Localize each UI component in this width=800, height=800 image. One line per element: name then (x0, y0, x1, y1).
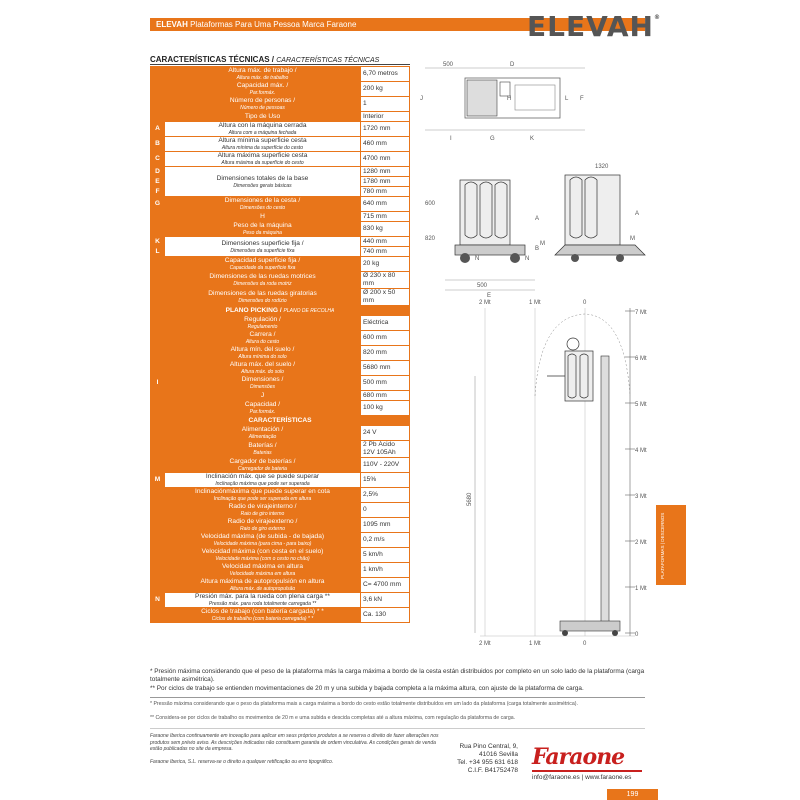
spec-row (151, 426, 410, 441)
spec-label (165, 563, 361, 578)
dim-e: E (487, 293, 492, 299)
spec-letter: K (151, 237, 165, 247)
spec-label-translation: Altura máx. de trabalho (236, 75, 289, 81)
spec-letter (151, 97, 165, 112)
spec-value: 500 mm (361, 376, 410, 391)
spec-letter (151, 518, 165, 533)
spec-label-translation: Alimentação (248, 434, 277, 440)
spec-row (151, 473, 410, 488)
spec-label-translation: Altura mínima da superfície do cesto (221, 145, 304, 151)
spec-value: 2,5% (361, 488, 410, 503)
spec-label-translation: Altura com a máquina fechada (228, 130, 297, 136)
scale-top-2mt: 2 Mt (479, 300, 491, 306)
spec-label-translation: Carregador de bateria (238, 466, 287, 472)
spec-value: 5 km/h (361, 548, 410, 563)
spec-row (151, 137, 410, 152)
spec-label-text: H (260, 212, 265, 220)
spec-label-text: Capacidad / (244, 401, 281, 408)
spec-label (165, 112, 361, 122)
faraone-logo: Faraone (532, 744, 625, 770)
spec-row (151, 167, 410, 177)
spec-label-text: Dimensiones de la cesta / (224, 197, 301, 204)
spec-letter (151, 401, 165, 416)
top-view-diagram (415, 60, 595, 150)
spec-label-text: Altura máx. del suelo / (229, 361, 296, 368)
spec-row (151, 376, 410, 391)
dim-600: 600 (425, 201, 436, 207)
spec-label-translation: Par.formáx. (249, 409, 276, 415)
spec-label-translation: Raio de giro interno (240, 511, 285, 517)
spec-label (165, 391, 361, 401)
spec-label-text: Regulación / (244, 316, 281, 323)
scale-right-7mt: 7 Mt (635, 310, 647, 316)
spec-label-translation: Altura mínima do solo (238, 354, 287, 360)
spec-label (165, 488, 361, 503)
scale-right-1mt: 1 Mt (635, 586, 647, 592)
spec-label-text: Alimentación / (241, 426, 284, 433)
page-number: 199 (607, 789, 658, 800)
spec-label (165, 608, 361, 623)
dim-i: I (450, 136, 452, 142)
spec-value: 20 kg (361, 257, 410, 272)
spec-value: 1 (361, 97, 410, 112)
spec-label-text: Velocidad máxima en altura (221, 563, 303, 570)
spec-label (165, 441, 361, 458)
spec-value: Ca. 130 (361, 608, 410, 623)
footer-contact-link[interactable]: info@faraone.es | www.faraone.es (532, 774, 632, 781)
dim-l: L (565, 96, 569, 102)
footer-divider (150, 728, 645, 729)
scale-bottom-2mt: 2 Mt (479, 641, 491, 646)
spec-label-translation: Regulamento (247, 324, 278, 330)
spec-label-text: Radio de virajeinterno / (228, 503, 297, 510)
spec-value: 6,70 metros (361, 67, 410, 82)
spec-letter: I (151, 376, 165, 391)
spec-letter (151, 426, 165, 441)
spec-label-text: Velocidad máxima (de subida - de bajada) (200, 533, 325, 540)
spec-label-text: Altura máx. de trabajo / (228, 67, 297, 74)
spec-label-translation: Inclinação que pode ser superada em altura (213, 496, 312, 502)
spec-letter (151, 578, 165, 593)
dim-1320: 1320 (595, 164, 609, 170)
spec-row (151, 82, 410, 97)
spec-label-translation: Dimensões (249, 384, 275, 390)
spec-value: 2 Pb Ácido 12V 105Ah (361, 441, 410, 458)
spec-row (151, 272, 410, 289)
spec-row (151, 152, 410, 167)
spec-label-translation: Pressão máx. para roda totalmente carregada ** (208, 601, 317, 607)
spec-letter (151, 563, 165, 578)
dim-j: J (420, 96, 423, 102)
dim-k: K (530, 136, 535, 142)
spec-label-text: Presión máx. para la rueda con plena carga ** (195, 593, 330, 600)
address-line-1: Rua Pino Central, 9, (459, 743, 518, 750)
spec-value: 600 mm (361, 331, 410, 346)
spec-letter: L (151, 247, 165, 257)
scale-right-0: 0 (635, 632, 639, 638)
spec-label-text: Inclinaciónmáxima que puede superar en cota (195, 488, 330, 495)
spec-letter (151, 331, 165, 346)
spec-row (151, 112, 410, 122)
spec-label-translation: Dimensões da roda motriz (233, 281, 292, 287)
spec-label-translation: Velocidade máxima em altura (229, 571, 296, 577)
spec-value: 1280 mm (361, 167, 410, 177)
spec-label-translation: Baterias (253, 450, 272, 456)
spec-label-text: Capacidad máx. / (236, 82, 289, 89)
spec-letter: E (151, 177, 165, 187)
spec-label-translation: Capacidade da superfície fixa (229, 265, 296, 271)
spec-letter (151, 272, 165, 289)
dim-g: G (490, 136, 495, 142)
dim-n-1: N (475, 256, 480, 262)
spec-label (165, 97, 361, 112)
spec-letter: N (151, 593, 165, 608)
spec-value: 0,2 m/s (361, 533, 410, 548)
spec-letter: D (151, 167, 165, 177)
scale-right-2mt: 2 Mt (635, 540, 647, 546)
spec-label-text: Cargador de baterías / (229, 458, 296, 465)
spec-letter (151, 289, 165, 306)
address-phone: Tel. +34 955 631 618 (457, 759, 518, 766)
logo-mark: ® (653, 14, 661, 21)
spec-letter: M (151, 473, 165, 488)
spec-label (165, 426, 361, 441)
spec-letter (151, 316, 165, 331)
spec-label-text: Altura máxima de autopropulsión en altura (200, 578, 325, 585)
address-line-2: 41016 Sevilla (478, 751, 518, 758)
spec-row (151, 503, 410, 518)
spec-value: 1095 mm (361, 518, 410, 533)
spec-row (151, 548, 410, 563)
spec-label (165, 316, 361, 331)
scale-right-4mt: 4 Mt (635, 448, 647, 454)
spec-label-translation: Número de pessoas (240, 105, 285, 111)
dim-500: 500 (477, 283, 488, 289)
spec-letter (151, 441, 165, 458)
spec-label-text: Peso de la máquina (233, 222, 292, 229)
note-1: * Presión máxima considerando que el peso de la plataforma más la carga máxima a bordo de la cesta están distribuidos por completo en un solo lado de la plataforma (carga totalmente asimétrica). (150, 668, 645, 683)
spec-letter (151, 346, 165, 361)
spec-row (151, 593, 410, 608)
note-4: ** Considera-se por ciclos de trabalho os movimentos de 20 m e uma subida e descida completas até a altura máxima, com regulação da plataforma de carga. (150, 715, 516, 721)
spec-label-translation: Inclinação máxima que pode ser superada (215, 481, 310, 487)
spec-section-subtitle: PLANO DE RECOLHA (283, 307, 335, 314)
spec-value: 440 mm (361, 237, 410, 247)
scale-top-0: 0 (583, 300, 587, 306)
dim-f: F (580, 96, 584, 102)
dim-d: D (510, 62, 515, 68)
spec-label-translation: Dimensões da superfície fixa (230, 247, 295, 254)
spec-row (151, 197, 410, 212)
spec-label (165, 361, 361, 376)
spec-letter (151, 112, 165, 122)
spec-label-translation: Altura máx. do solo (241, 369, 284, 375)
spec-label-text: Tipo de Uso (244, 112, 281, 120)
spec-letter (151, 361, 165, 376)
spec-section-heading (151, 416, 410, 426)
spec-label-text: Capacidad superficie fija / (224, 257, 301, 264)
spec-row (151, 361, 410, 376)
spec-label (165, 578, 361, 593)
spec-value: 24 V (361, 426, 410, 441)
spec-row (151, 488, 410, 503)
spec-row (151, 578, 410, 593)
spec-row (151, 391, 410, 401)
section-title-main: CARACTERÍSTICAS TÉCNICAS / (150, 55, 275, 64)
spec-label-text: Radio de virajeexterno / (227, 518, 298, 525)
spec-label-text: Inclinación máx. que se puede superar (205, 473, 320, 480)
spec-label-text: Dimensiones de las ruedas motrices (209, 273, 316, 280)
spec-label-translation: Altura do cesto (245, 339, 280, 345)
spec-row (151, 416, 410, 426)
spec-section-heading (151, 306, 410, 316)
height-scale-diagram (465, 296, 660, 646)
spec-label-text: Dimensiones / (241, 376, 284, 383)
footer-disclaimer (150, 733, 440, 765)
scale-right-6mt: 6 Mt (635, 356, 647, 362)
dim-b: B (535, 246, 540, 252)
spec-value: Eléctrica (361, 316, 410, 331)
spec-label (165, 533, 361, 548)
spec-value: Ø 200 x 50 mm (361, 289, 410, 306)
dim-m-right: M (630, 236, 635, 242)
spec-label (165, 67, 361, 82)
spec-table (150, 66, 410, 623)
spec-letter (151, 533, 165, 548)
spec-label-text: Carrera / (249, 331, 276, 338)
note-3: * Pressão máxima considerando que o peso da plataforma mais a carga máxima a bordo do cesto estão totalmente distribuídos em um lado da plataforma (carga totalmente assimétrica). (150, 701, 578, 707)
spec-label (165, 331, 361, 346)
spec-value: 100 kg (361, 401, 410, 416)
spec-row (151, 533, 410, 548)
notes-divider (150, 697, 645, 698)
spec-value: 820 mm (361, 346, 410, 361)
spec-label (165, 289, 361, 306)
section-title (150, 55, 379, 64)
spec-value: 680 mm (361, 391, 410, 401)
spec-section-title: CARACTERÍSTICAS (248, 416, 312, 424)
dim-500-top: 500 (443, 62, 454, 68)
spec-value: 110V - 220V (361, 458, 410, 473)
spec-letter (151, 222, 165, 237)
spec-label-translation: Ciclos de trabalho (com bateria carregada) * * (211, 616, 314, 622)
spec-label (165, 152, 361, 167)
spec-letter (151, 391, 165, 401)
spec-letter (151, 548, 165, 563)
spec-value: C= 4700 mm (361, 578, 410, 593)
scale-bottom-1mt: 1 Mt (529, 641, 541, 646)
footer-address (455, 743, 518, 775)
spec-row (151, 97, 410, 112)
spec-value: 15% (361, 473, 410, 488)
scale-bottom-0: 0 (583, 641, 587, 646)
spec-value: 1 km/h (361, 563, 410, 578)
spec-row (151, 306, 410, 316)
spec-label-translation: Altura máx. de autopropulsão (229, 586, 296, 592)
spec-letter (151, 212, 165, 222)
spec-letter: G (151, 197, 165, 212)
section-rule (150, 64, 410, 65)
side-tab-label: PLATAFORMAS | DESCERNOS (660, 512, 665, 579)
spec-value: 3,6 kN (361, 593, 410, 608)
spec-label-text: Altura máxima superficie cesta (217, 152, 308, 159)
spec-label (165, 548, 361, 563)
header-subtitle: Plataformas Para Uma Pessoa Marca Faraone (190, 20, 357, 29)
spec-label-translation: Dimensões gerais básicas (233, 182, 292, 189)
side-tab (656, 505, 686, 585)
side-view-diagram (415, 160, 655, 300)
spec-row (151, 401, 410, 416)
spec-label (165, 222, 361, 237)
spec-label-text: Dimensiones de las ruedas giratorias (208, 290, 317, 297)
note-2: ** Por ciclos de trabajo se entienden movimentaciones de 20 m y una subida y bajada completa a la máxima altura, con ajuste de la plataforma de carga. (150, 685, 584, 692)
section-title-sub: CARACTERÍSTICAS TÉCNICAS (276, 57, 380, 64)
spec-label (165, 518, 361, 533)
spec-row (151, 316, 410, 331)
spec-letter (151, 82, 165, 97)
spec-label (165, 257, 361, 272)
spec-letter (151, 458, 165, 473)
spec-label (165, 137, 361, 152)
spec-row (151, 289, 410, 306)
spec-row (151, 212, 410, 222)
elevah-logo (527, 10, 661, 43)
spec-label (165, 593, 361, 608)
spec-letter (151, 67, 165, 82)
spec-label-text: J (260, 391, 265, 399)
spec-row (151, 122, 410, 137)
dim-a: A (535, 216, 540, 222)
spec-row (151, 257, 410, 272)
spec-label-translation: Velocidade máxima (com o cesto no chão) (215, 556, 310, 562)
faraone-logo-underline (532, 770, 642, 772)
spec-letter (151, 608, 165, 623)
spec-label-text: Ciclos de trabajo (con batería cargada) * * (201, 608, 324, 615)
spec-value: 740 mm (361, 247, 410, 257)
spec-value: 0 (361, 503, 410, 518)
disclaimer-1: Faraone Iberica continuamente em inovação para aplicar em seus próprios produtos a se reserva o direito de fazer alterações nos produtos sem prévio aviso. As descrições indicadas não constituem garantia de ordem vinculativa. As condições gerais de venda estão publicadas no site da empresa. (150, 733, 439, 752)
spec-label-translation: Dimensões do cesto (239, 205, 286, 211)
dim-a-right: A (635, 211, 640, 217)
spec-letter (151, 503, 165, 518)
spec-label-text: Altura con la máquina cerrada (218, 122, 307, 129)
spec-letter: A (151, 122, 165, 137)
spec-value: 4700 mm (361, 152, 410, 167)
spec-label-text: Baterías / (248, 442, 277, 449)
spec-label (165, 401, 361, 416)
spec-label-translation: Raio de giro externo (239, 526, 286, 532)
spec-label (165, 197, 361, 212)
spec-label-translation: Dimensões do rodízio (238, 298, 287, 304)
logo-text: ELEVAH (527, 10, 654, 43)
address-cif: C.I.F. B41752478 (467, 767, 518, 774)
spec-label-text: Dimensiones totales de la base (216, 174, 309, 182)
dim-n-2: N (525, 256, 530, 262)
spec-label-translation: Velocidade máxima (para cima - para baixo) (213, 541, 312, 547)
scale-right-5mt: 5 Mt (635, 402, 647, 408)
spec-letter: B (151, 137, 165, 152)
scale-right-3mt: 3 Mt (635, 494, 647, 500)
spec-value: 780 mm (361, 187, 410, 197)
spec-row (151, 608, 410, 623)
spec-row (151, 67, 410, 82)
spec-label (165, 272, 361, 289)
spec-label (165, 82, 361, 97)
spec-label-text: Altura mínima superficie cesta (218, 137, 307, 144)
height-5680: 5680 (467, 492, 473, 506)
spec-value: Ø 230 x 80 mm (361, 272, 410, 289)
spec-row (151, 346, 410, 361)
spec-value: Interior (361, 112, 410, 122)
spec-label (165, 473, 361, 488)
spec-label-text: Velocidad máxima (con cesta en el suelo) (201, 548, 324, 555)
spec-row (151, 237, 410, 247)
spec-section-title: PLANO PICKING / (225, 306, 282, 314)
spec-label (165, 167, 361, 197)
spec-letter (151, 257, 165, 272)
spec-value: 640 mm (361, 197, 410, 212)
dim-820: 820 (425, 236, 436, 242)
spec-row (151, 563, 410, 578)
spec-value: 715 mm (361, 212, 410, 222)
scale-top-1mt: 1 Mt (529, 300, 541, 306)
spec-label (165, 376, 361, 391)
spec-label-translation: Par.formáx. (249, 90, 276, 96)
spec-row (151, 458, 410, 473)
header-brand: ELEVAH (156, 20, 188, 29)
spec-row (151, 331, 410, 346)
spec-letter: F (151, 187, 165, 197)
spec-value: 1720 mm (361, 122, 410, 137)
spec-label (165, 122, 361, 137)
spec-value: 1780 mm (361, 177, 410, 187)
spec-letter: C (151, 152, 165, 167)
spec-label (165, 346, 361, 361)
spec-value: 5680 mm (361, 361, 410, 376)
spec-label-translation: Altura máxima da superfície do cesto (221, 160, 304, 166)
spec-label (165, 503, 361, 518)
spec-label-text: Altura mín. del suelo / (230, 346, 295, 353)
spec-label-text: Número de personas / (229, 97, 296, 104)
spec-row (151, 441, 410, 458)
spec-row (151, 222, 410, 237)
spec-label (165, 458, 361, 473)
spec-label (165, 212, 361, 222)
spec-label (165, 237, 361, 257)
dim-h: H (507, 96, 512, 102)
spec-row (151, 518, 410, 533)
disclaimer-2: Faraone Iberica, S.L. reserva-se o direito a qualquer retificação ou erro tipográfico. (150, 758, 334, 765)
dim-m: M (540, 241, 545, 247)
spec-value: 200 kg (361, 82, 410, 97)
spec-value: 460 mm (361, 137, 410, 152)
spec-label-translation: Peso da máquina (243, 230, 282, 236)
spec-value: 830 kg (361, 222, 410, 237)
spec-label-text: Dimensiones superficie fija / (221, 239, 304, 247)
spec-letter (151, 488, 165, 503)
